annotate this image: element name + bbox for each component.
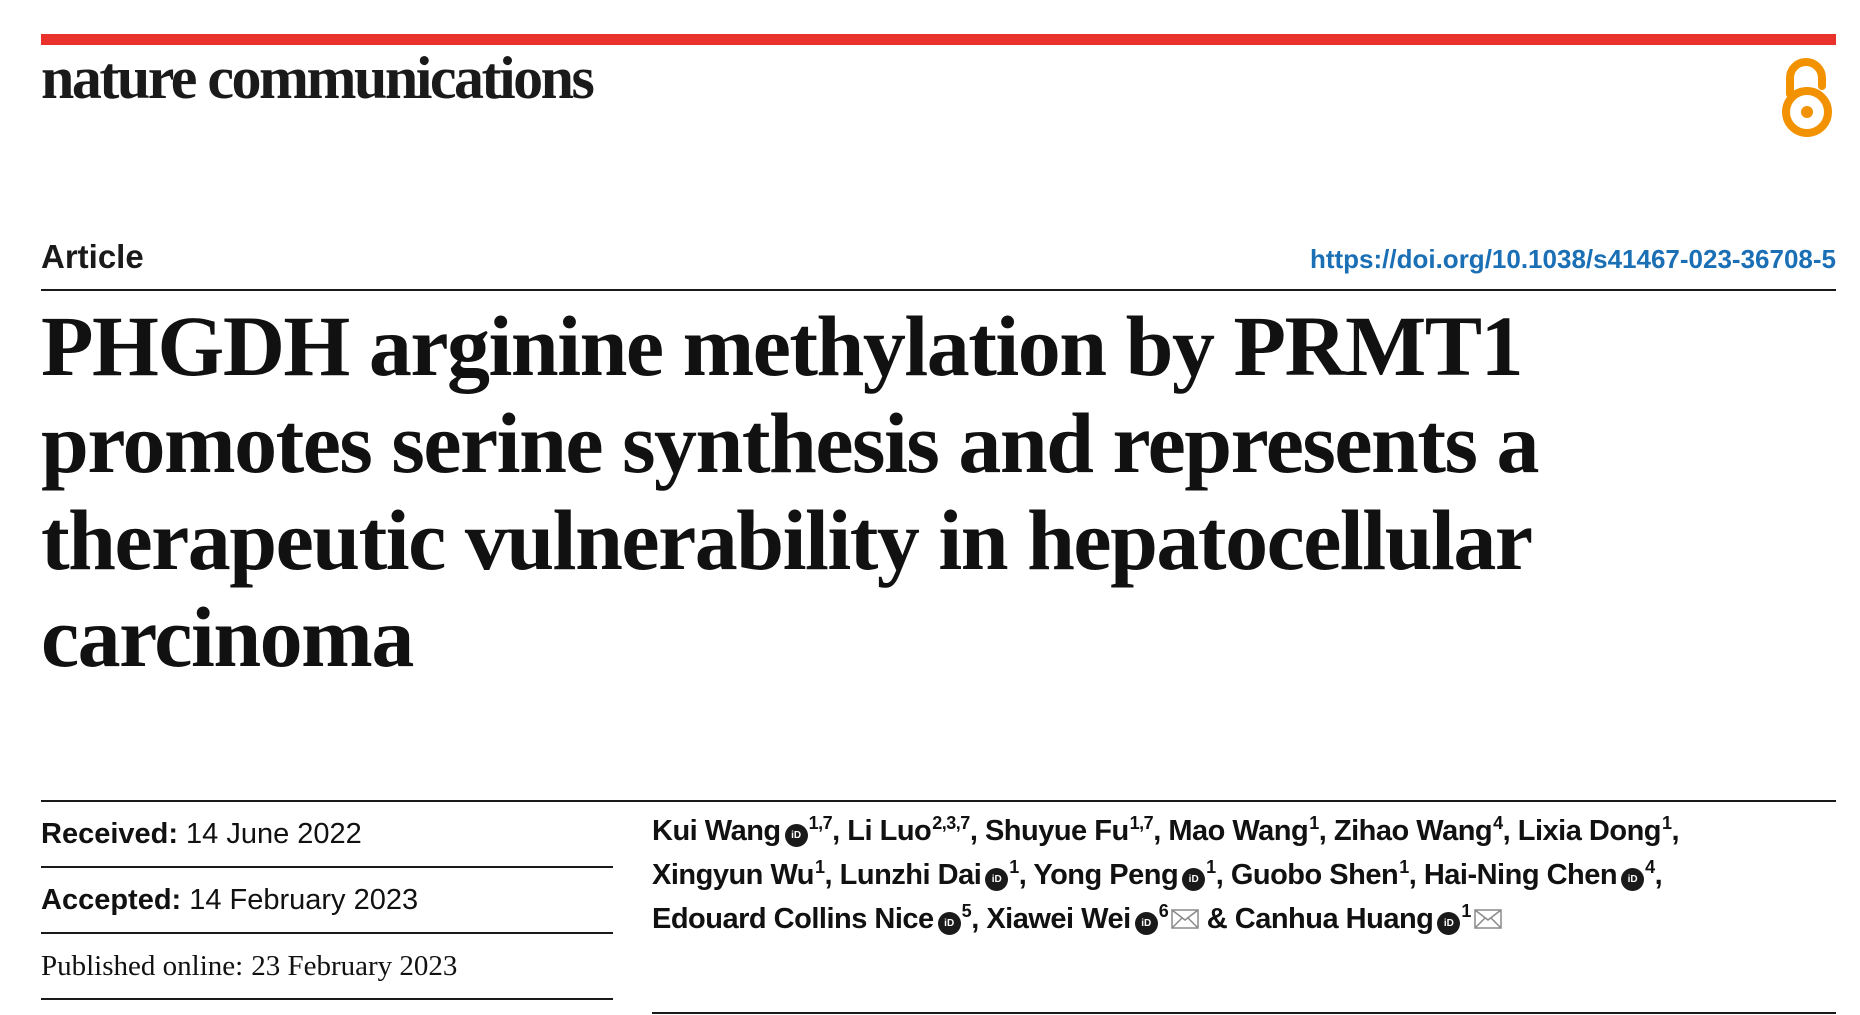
author-name[interactable]: Hai-Ning Chen $iD^4$ — [1423, 857, 1655, 891]
author-name[interactable]: Kui Wang iD$^{1,7}$ — [652, 813, 833, 847]
author-name[interactable]: Zihao Wang$^4$ — [1333, 813, 1503, 847]
affiliation-marker: 2,3,7 — [932, 813, 970, 833]
author-list — [652, 809, 1836, 941]
author-name[interactable]: Guobo Shen$^1$ — [1230, 857, 1409, 891]
received-date — [41, 802, 613, 868]
author-separator: , — [1502, 815, 1518, 847]
author-divider — [652, 1012, 1836, 1014]
open-access-lock-icon — [1778, 56, 1836, 140]
affiliation-marker: 5 — [961, 901, 972, 921]
orcid-icon[interactable]: iD — [985, 868, 1008, 891]
header-divider — [41, 289, 1836, 291]
author-name[interactable]: Xiawei Wei $iD^6$ — [986, 903, 1199, 935]
mail-icon[interactable] — [1474, 909, 1502, 929]
journal-name[interactable]: nature communications — [41, 45, 593, 111]
received-value: 14 June 2022 — [186, 817, 362, 850]
author-separator: & — [1199, 903, 1235, 935]
published-value: 23 February 2023 — [251, 949, 458, 982]
orcid-icon[interactable]: iD — [785, 824, 808, 847]
author-name[interactable]: Lunzhi Dai $iD^1$ — [839, 857, 1019, 891]
author-name[interactable]: Lixia Dong$^1$ — [1517, 813, 1672, 847]
published-date — [41, 934, 613, 1000]
orcid-icon[interactable]: iD — [1621, 868, 1644, 891]
publication-dates — [41, 802, 613, 1000]
author-name[interactable]: Canhua Huang $iD^1$ — [1235, 903, 1502, 935]
affiliation-marker: 4 — [1493, 813, 1503, 833]
author-separator: , — [969, 815, 985, 847]
author-separator: , — [1215, 859, 1231, 891]
author-separator: , — [1671, 815, 1680, 847]
received-label: Received: — [41, 817, 179, 850]
author-name[interactable]: Li Luo$^{2,3,7}$ — [847, 813, 970, 847]
orcid-icon[interactable]: iD — [1135, 912, 1158, 935]
affiliation-marker: 6 — [1158, 901, 1169, 921]
affiliation-marker: 1,7 — [1129, 813, 1154, 833]
accepted-date — [41, 868, 613, 934]
author-separator: , — [824, 859, 840, 891]
orcid-icon[interactable]: iD — [938, 912, 961, 935]
affiliation-marker: 1 — [1309, 813, 1319, 833]
affiliation-marker: 1,7 — [808, 813, 833, 833]
author-separator: , — [1153, 815, 1169, 847]
orcid-icon[interactable]: iD — [1437, 912, 1460, 935]
published-label: Published online: — [41, 949, 244, 982]
affiliation-marker: 1 — [1461, 901, 1471, 921]
affiliation-marker: 4 — [1645, 857, 1655, 877]
affiliation-marker: 1 — [815, 857, 825, 877]
author-separator: , — [1018, 859, 1034, 891]
accepted-value: 14 February 2023 — [189, 883, 419, 916]
affiliation-marker: 1 — [1009, 857, 1019, 877]
mail-icon[interactable] — [1171, 909, 1199, 929]
author-name[interactable]: Shuyue Fu$^{1,7}$ — [984, 813, 1154, 847]
orcid-icon[interactable]: iD — [1182, 868, 1205, 891]
author-separator: , — [1654, 859, 1663, 891]
affiliation-marker: 1 — [1662, 813, 1672, 833]
article-type: Article — [41, 238, 144, 275]
doi-link[interactable]: https://doi.org/10.1038/s41467-023-36708-5 — [1309, 244, 1836, 274]
affiliation-marker: 1 — [1206, 857, 1216, 877]
author-separator: , — [1408, 859, 1424, 891]
author-separator: , — [971, 903, 987, 935]
accepted-label: Accepted: — [41, 883, 182, 916]
article-title: PHGDH arginine methylation by PRMT1 promotes serine synthesis and represents a therapeutic vulnerability in hepatocellular carcinoma — [41, 298, 1538, 685]
affiliation-marker: 1 — [1399, 857, 1409, 877]
author-name[interactable]: Mao Wang$^1$ — [1168, 813, 1319, 847]
author-separator: , — [832, 815, 848, 847]
author-separator: , — [1318, 815, 1334, 847]
author-name[interactable]: Yong Peng $iD^1$ — [1033, 857, 1216, 891]
author-name[interactable]: Xingyun Wu$^1$ — [652, 857, 825, 891]
author-name[interactable]: Edouard Collins Nice $iD^5$ — [652, 901, 972, 935]
